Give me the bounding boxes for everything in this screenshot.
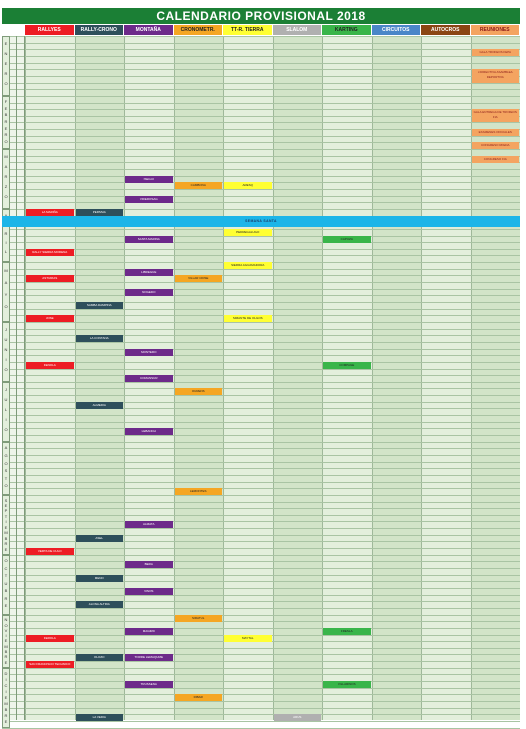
month-letter: I bbox=[5, 416, 7, 422]
row-line bbox=[2, 555, 520, 556]
row-line bbox=[2, 255, 520, 256]
event-cell[interactable]: COMANSUR bbox=[125, 375, 173, 382]
row-line bbox=[2, 275, 520, 276]
event-cell[interactable]: ALONA ALTRIA bbox=[76, 601, 124, 608]
event-cell[interactable]: COMPAGE bbox=[323, 362, 371, 369]
event-cell[interactable]: TRUSSENA bbox=[125, 681, 173, 688]
row-line bbox=[2, 708, 520, 709]
row-line bbox=[2, 60, 520, 66]
row-line bbox=[2, 468, 520, 469]
column-header: REUNIONES bbox=[471, 25, 521, 35]
event-cell[interactable]: RALLY SIERRA MORENA bbox=[26, 249, 74, 256]
month-letter: E bbox=[4, 60, 8, 66]
calendar-sheet bbox=[2, 8, 520, 724]
month-letter: A bbox=[4, 445, 8, 451]
row-line bbox=[2, 116, 520, 117]
month-letter: N bbox=[4, 346, 8, 352]
event-cell[interactable]: BERA bbox=[125, 561, 173, 568]
month-letter: E bbox=[4, 503, 8, 508]
month-letter: G bbox=[4, 453, 8, 459]
column-header: MONTAÑA bbox=[124, 25, 174, 35]
row-line bbox=[2, 561, 520, 562]
event-cell[interactable]: OURENS bbox=[175, 388, 223, 395]
month-letter: R bbox=[4, 654, 8, 660]
row-line bbox=[2, 502, 520, 503]
row-line bbox=[2, 382, 520, 383]
row-line bbox=[2, 76, 520, 77]
row-line bbox=[2, 453, 520, 459]
month-letter: B bbox=[4, 706, 8, 712]
row-line bbox=[2, 621, 520, 622]
month-letter: T bbox=[4, 475, 8, 481]
month-letter: Y bbox=[4, 292, 8, 298]
month-letter: O bbox=[4, 426, 8, 432]
month-letter: E bbox=[4, 694, 8, 700]
row-line bbox=[2, 388, 520, 389]
event-cell[interactable]: ALMEDIA bbox=[76, 402, 124, 409]
event-cell[interactable]: VINOS bbox=[125, 588, 173, 595]
event-cell[interactable]: ISEGUI bbox=[125, 176, 173, 183]
month-letter: R bbox=[4, 541, 8, 547]
row-line bbox=[2, 495, 520, 496]
event-cell[interactable]: SANTA MARINA bbox=[125, 236, 173, 243]
month-letter: I bbox=[5, 356, 7, 362]
month-letter: E bbox=[4, 524, 8, 530]
month-letter: B bbox=[4, 535, 8, 541]
month-letter: D bbox=[4, 670, 8, 676]
event-cell[interactable]: EXAMENES OFICIALES bbox=[472, 129, 520, 136]
month-letter: I bbox=[5, 239, 7, 245]
row-line bbox=[2, 588, 520, 589]
column-background bbox=[25, 36, 75, 720]
row-line bbox=[2, 395, 520, 396]
row-line bbox=[2, 488, 520, 489]
event-cell[interactable]: MAGIRD bbox=[125, 628, 173, 635]
row-line bbox=[2, 528, 520, 529]
row-line bbox=[2, 462, 520, 463]
row-line bbox=[2, 415, 520, 416]
column-header: TT-R. TIERRA bbox=[223, 25, 273, 35]
event-cell[interactable]: NOGEDO bbox=[125, 289, 173, 296]
month-letter: N bbox=[4, 50, 8, 56]
event-cell[interactable]: CAPUZA bbox=[323, 236, 371, 243]
event-cell[interactable]: PERSSIA bbox=[76, 209, 124, 216]
event-cell[interactable]: J.DIRECTIVA ASAMBLEA DEPORTIVA bbox=[472, 69, 520, 82]
event-cell[interactable]: ARUS bbox=[274, 714, 322, 721]
event-cell[interactable]: FEROLA bbox=[26, 635, 74, 642]
month-letter: R bbox=[4, 173, 8, 179]
row-line bbox=[2, 422, 520, 423]
month-letter: I bbox=[5, 688, 7, 694]
event-cell[interactable]: OLOZO bbox=[76, 654, 124, 661]
row-line bbox=[2, 694, 520, 695]
row-line bbox=[2, 428, 520, 429]
month-letter: C bbox=[4, 565, 8, 571]
month-letter: B bbox=[4, 112, 8, 118]
month-letter: Z bbox=[4, 183, 8, 189]
month-letter: O bbox=[4, 460, 8, 466]
month-letter: M bbox=[4, 700, 8, 706]
event-cell[interactable]: ASEL bbox=[76, 535, 124, 542]
month-letter: O bbox=[4, 622, 8, 628]
month-letter: O bbox=[4, 558, 8, 564]
row-line bbox=[2, 129, 520, 130]
column-background bbox=[75, 36, 125, 720]
event-cell[interactable]: LA CONTANA bbox=[76, 335, 124, 342]
row-line bbox=[2, 239, 520, 245]
event-cell[interactable]: CONGRESO FIA bbox=[472, 156, 520, 163]
column-background bbox=[421, 36, 471, 720]
event-cell[interactable]: MONTERO bbox=[125, 349, 173, 356]
event-cell[interactable]: SAN FRANCISCO TECHNICO bbox=[26, 661, 74, 668]
month-letter: O bbox=[4, 303, 8, 309]
event-cell[interactable]: SIMANTE DE OLGOS bbox=[224, 315, 272, 322]
month-letter: R bbox=[4, 119, 8, 125]
row-line bbox=[2, 615, 520, 616]
month-letter: O bbox=[4, 483, 8, 489]
month-letter: M bbox=[4, 268, 8, 274]
row-line bbox=[2, 565, 520, 571]
month-letter: U bbox=[4, 396, 8, 402]
row-line bbox=[2, 109, 520, 110]
column-header: KARTING bbox=[322, 25, 372, 35]
month-letter: E bbox=[4, 105, 8, 111]
month-letter: L bbox=[4, 248, 8, 254]
row-line bbox=[2, 142, 520, 143]
month-letter: E bbox=[4, 603, 8, 609]
weekday-column bbox=[17, 36, 25, 720]
row-line bbox=[2, 103, 520, 104]
month-letter: R bbox=[4, 132, 8, 138]
month-letter: N bbox=[4, 617, 8, 623]
column-header: CIRCUITOS bbox=[372, 25, 422, 35]
event-cell[interactable]: FENOLA bbox=[26, 362, 74, 369]
row-line bbox=[2, 36, 520, 37]
event-cell[interactable]: LEMONTES bbox=[175, 488, 223, 495]
page-title: CALENDARIO PROVISIONAL 2018 bbox=[2, 8, 520, 24]
row-line bbox=[2, 96, 520, 97]
month-letter: T bbox=[4, 513, 8, 519]
row-line bbox=[2, 326, 520, 332]
month-letter: O bbox=[4, 366, 8, 372]
column-background bbox=[273, 36, 323, 720]
row-line bbox=[2, 375, 520, 376]
month-letter: F bbox=[4, 99, 8, 105]
row-line bbox=[2, 280, 520, 286]
month-letter: C bbox=[4, 682, 8, 688]
row-line bbox=[2, 688, 520, 689]
month-letter: O bbox=[4, 80, 8, 86]
month-letter: O bbox=[4, 139, 8, 145]
semana-santa-band: SEMANA SANTA bbox=[2, 216, 520, 227]
event-cell[interactable]: VERTA DE CULO bbox=[26, 548, 74, 555]
row-line bbox=[2, 548, 520, 549]
event-cell[interactable]: SIERRA AGUAMADORA bbox=[224, 262, 272, 269]
event-cell[interactable]: ALMATA bbox=[125, 521, 173, 528]
event-cell[interactable]: VILLAR CIDSE bbox=[175, 275, 223, 282]
event-cell[interactable]: VIDEROSAG bbox=[125, 196, 173, 203]
event-cell[interactable]: FRESLA bbox=[323, 628, 371, 635]
row-line bbox=[2, 89, 520, 90]
event-cell[interactable]: TORRE LEMAQUME bbox=[125, 654, 173, 661]
month-letter: M bbox=[4, 530, 8, 536]
month-letter: B bbox=[4, 588, 8, 594]
month-letter: I bbox=[5, 633, 7, 639]
row-line bbox=[2, 435, 520, 436]
row-line bbox=[2, 162, 520, 163]
event-cell[interactable]: GALA TROFEOS FEPA bbox=[472, 49, 520, 56]
event-cell[interactable]: ASTURIAS bbox=[26, 275, 74, 282]
event-cell[interactable]: LA MARIÑA bbox=[26, 209, 74, 216]
event-cell[interactable]: PEDREGALUGO bbox=[224, 229, 272, 236]
month-letter: V bbox=[4, 627, 8, 633]
month-letter: R bbox=[4, 595, 8, 601]
month-letter: T bbox=[4, 573, 8, 579]
row-line bbox=[2, 40, 520, 46]
event-cell[interactable]: LIBREGUE bbox=[125, 269, 173, 276]
column-background bbox=[223, 36, 273, 720]
column-background bbox=[471, 36, 521, 720]
row-line bbox=[2, 595, 520, 596]
month-letter: I bbox=[5, 676, 7, 682]
column-header: CRONOMETR. bbox=[174, 25, 224, 35]
month-letter: R bbox=[4, 712, 8, 718]
month-letter: E bbox=[4, 125, 8, 131]
month-letter: J bbox=[5, 326, 7, 332]
event-cell[interactable]: MENO bbox=[76, 575, 124, 582]
row-line bbox=[2, 295, 520, 296]
row-line bbox=[2, 482, 520, 483]
event-cell[interactable]: VILLARINOS bbox=[323, 681, 371, 688]
row-line bbox=[2, 515, 520, 516]
event-cell[interactable]: GALA ENTREGA DE TROFEOS FIA bbox=[472, 109, 520, 122]
month-letter: M bbox=[4, 154, 8, 160]
month-letter: A bbox=[4, 280, 8, 286]
month-letter: U bbox=[4, 336, 8, 342]
month-letter: L bbox=[4, 406, 8, 412]
event-cell[interactable]: CAMBONA bbox=[175, 182, 223, 189]
month-letter: S bbox=[4, 497, 8, 503]
column-header: SLALOM bbox=[273, 25, 323, 35]
row-line bbox=[2, 355, 520, 356]
column-background bbox=[372, 36, 422, 720]
row-line bbox=[2, 366, 520, 372]
row-line bbox=[2, 249, 520, 250]
row-line bbox=[2, 149, 520, 150]
row-line bbox=[2, 80, 520, 86]
row-line bbox=[2, 202, 520, 203]
row-line bbox=[2, 701, 520, 702]
row-line bbox=[2, 49, 520, 50]
event-cell[interactable]: JOSE bbox=[26, 315, 74, 322]
month-letter: U bbox=[4, 580, 8, 586]
month-letter: E bbox=[4, 718, 8, 724]
row-line bbox=[2, 681, 520, 682]
row-line bbox=[2, 475, 520, 476]
month-letter: J bbox=[5, 386, 7, 392]
row-line bbox=[2, 508, 520, 509]
month-letter: B bbox=[4, 649, 8, 655]
event-cell[interactable]: ARESQ bbox=[224, 182, 272, 189]
month-letter: E bbox=[4, 659, 8, 665]
month-letter: O bbox=[4, 193, 8, 199]
month-letter: P bbox=[4, 508, 8, 514]
column-header: RALLY-CRONO bbox=[75, 25, 125, 35]
month-letter: I bbox=[5, 519, 7, 525]
column-header: RALLYES bbox=[25, 25, 75, 35]
day-column bbox=[10, 36, 17, 720]
event-cell[interactable]: LEBANCH bbox=[125, 428, 173, 435]
month-letter: E bbox=[4, 40, 8, 46]
event-cell[interactable]: MAYTAL bbox=[224, 635, 272, 642]
month-letter: E bbox=[4, 546, 8, 552]
month-letter: E bbox=[4, 638, 8, 644]
row-line bbox=[2, 289, 520, 290]
row-line bbox=[2, 674, 520, 675]
row-line bbox=[2, 56, 520, 57]
month-letter: R bbox=[4, 231, 8, 237]
row-line bbox=[2, 362, 520, 363]
event-cell[interactable]: SAMBA DAMPINA bbox=[76, 302, 124, 309]
event-cell[interactable]: SIRATUL bbox=[175, 615, 223, 622]
column-background bbox=[322, 36, 372, 720]
row-line bbox=[2, 668, 520, 669]
column-header: AUTOCROS bbox=[421, 25, 471, 35]
row-line bbox=[2, 69, 520, 70]
month-letter: M bbox=[4, 643, 8, 649]
row-line bbox=[2, 628, 520, 629]
row-line bbox=[2, 448, 520, 449]
row-line bbox=[2, 648, 520, 649]
row-line bbox=[2, 122, 520, 123]
month-letter: S bbox=[4, 468, 8, 474]
row-line bbox=[2, 442, 520, 443]
event-cell[interactable]: LA VEDIA bbox=[76, 714, 124, 721]
month-letter: A bbox=[4, 164, 8, 169]
event-cell[interactable]: CONGRESO RFEDA bbox=[472, 142, 520, 149]
row-line bbox=[2, 136, 520, 137]
event-cell[interactable]: RIBAR bbox=[175, 694, 223, 701]
row-line bbox=[2, 169, 520, 170]
month-letter: R bbox=[4, 70, 8, 76]
